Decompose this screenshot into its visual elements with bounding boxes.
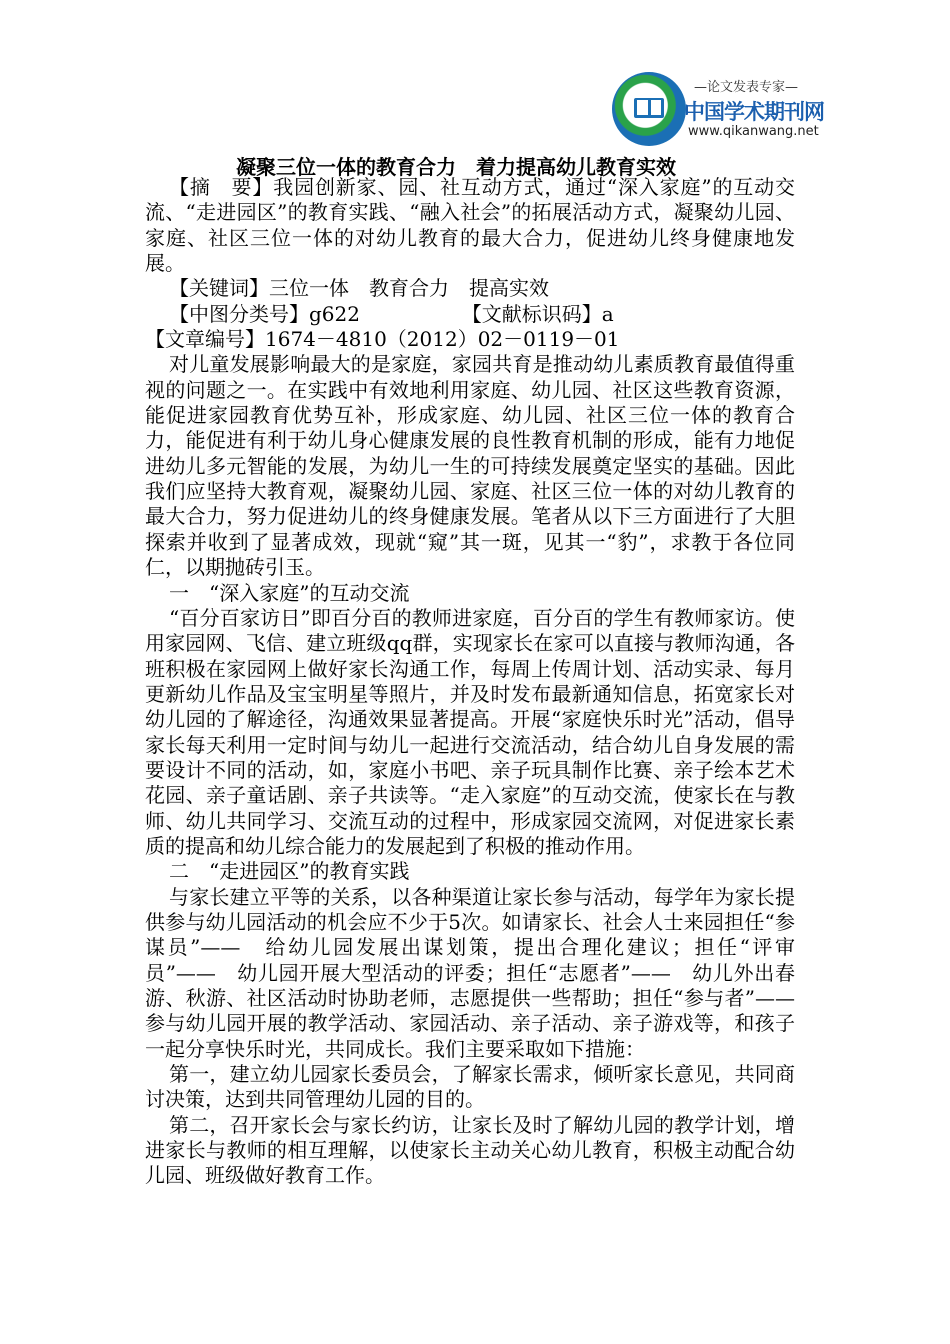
article-title: 凝聚三位一体的教育合力 着力提高幼儿教育实效 xyxy=(236,155,676,179)
paragraph-intro: 对儿童发展影响最大的是家庭，家园共育是推动幼儿素质教育最值得重视的问题之一。在实践中有效地利用家庭、幼儿园、社区这些教育资源，能促进家园教育优势互补，形成家庭、幼儿园、社区三位一体的教育合力，能促进有利于幼儿身心健康发展的良性教育机制的形成，能有力地促进幼儿多元智能的发展，为幼儿一生的可持续发展奠定坚实的基础。因此我们应坚持大教育观，凝聚幼儿园、家庭、社区三位一体的对幼儿教育的最大合力，努力促进幼儿的终身健康发展。笔者从以下三方面进行了大胆探索并收到了显著成效，现就“窥”其一斑，见其一“豹”，求教于各位同仁，以期抛砖引玉。 xyxy=(145,352,795,580)
section-heading-1: 一 “深入家庭”的互动交流 xyxy=(169,580,410,605)
logo-emblem-icon xyxy=(612,72,686,146)
paragraph-measure-1: 第一，建立幼儿园家长委员会，了解家长需求，倾听家长意见，共同商讨决策，达到共同管理幼儿园的目的。 xyxy=(145,1062,795,1112)
paragraph-section-1: “百分百家访日”即百分百的教师进家庭，百分百的学生有教师家访。使用家园网、飞信、建立班级qq群，实现家长在家可以直接与教师沟通，各班积极在家园网上做好家长沟通工作，每周上传周计划、活动实录、每月更新幼儿作品及宝宝明星等照片，并及时发布最新通知信息，拓宽家长对幼儿园的了解途径，沟通效果显著提高。开展“家庭快乐时光”活动，倡导家长每天利用一定时间与幼儿一起进行交流活动，结合幼儿自身发展的需要设计不同的活动，如，家庭小书吧、亲子玩具制作比赛、亲子绘本艺术花园、亲子童话剧、亲子共读等。“走入家庭”的互动交流，使家长在与教师、幼儿共同学习、交流互动的过程中，形成家园交流网，对促进家长素质的提高和幼儿综合能力的发展起到了积极的推动作用。 xyxy=(145,605,795,858)
paragraph-section-2: 与家长建立平等的关系，以各种渠道让家长参与活动，每学年为家长提供参与幼儿园活动的机会应不少于5次。如请家长、社会人士来园担任“参谋员”—— 给幼儿园发展出谋划策，提出合理化建议；担任“评审员”—— 幼儿园开展大型活动的评委；担任“志愿者”—— 幼儿外出春游、秋游、社区活动时协助老师，志愿提供一些帮助；担任“参与者”—— 参与幼儿园开展的教学活动、家园活动、亲子活动、亲子游戏等，和孩子一起分享快乐时光，共同成长。我们主要采取如下措施： xyxy=(145,884,815,1061)
logo-url: www.qikanwang.net xyxy=(688,124,819,139)
logo-tagline: —论文发表专家— xyxy=(694,80,799,95)
paragraph-measure-2: 第二，召开家长会与家长约访，让家长及时了解幼儿园的教学计划，增进家长与教师的相互理解，以使家长主动关心幼儿教育，积极主动配合幼儿园、班级做好教育工作。 xyxy=(145,1112,795,1188)
logo-name: 中国学术期刊网 xyxy=(684,100,824,124)
book-icon xyxy=(634,98,664,118)
article-body xyxy=(145,175,815,1189)
clc-number: 【中图分类号】g622 xyxy=(169,301,360,326)
section-heading-2: 二 “走进园区”的教育实践 xyxy=(169,859,410,884)
abstract: 【摘 要】我园创新家、园、社互动方式，通过“深入家庭”的互动交流、“走进园区”的教育实践、“融入社会”的拓展活动方式，凝聚幼儿园、家庭、社区三位一体的对幼儿教育的最大合力，促进幼儿终身健康地发展。 xyxy=(145,175,795,276)
article-number: 【文章编号】1674－4810（2012）02－0119－01 xyxy=(145,327,620,352)
keywords: 【关键词】三位一体 教育合力 提高实效 xyxy=(169,276,549,301)
site-logo xyxy=(612,72,824,150)
document-code: 【文献标识码】a xyxy=(461,301,614,326)
classification-line xyxy=(145,302,795,327)
